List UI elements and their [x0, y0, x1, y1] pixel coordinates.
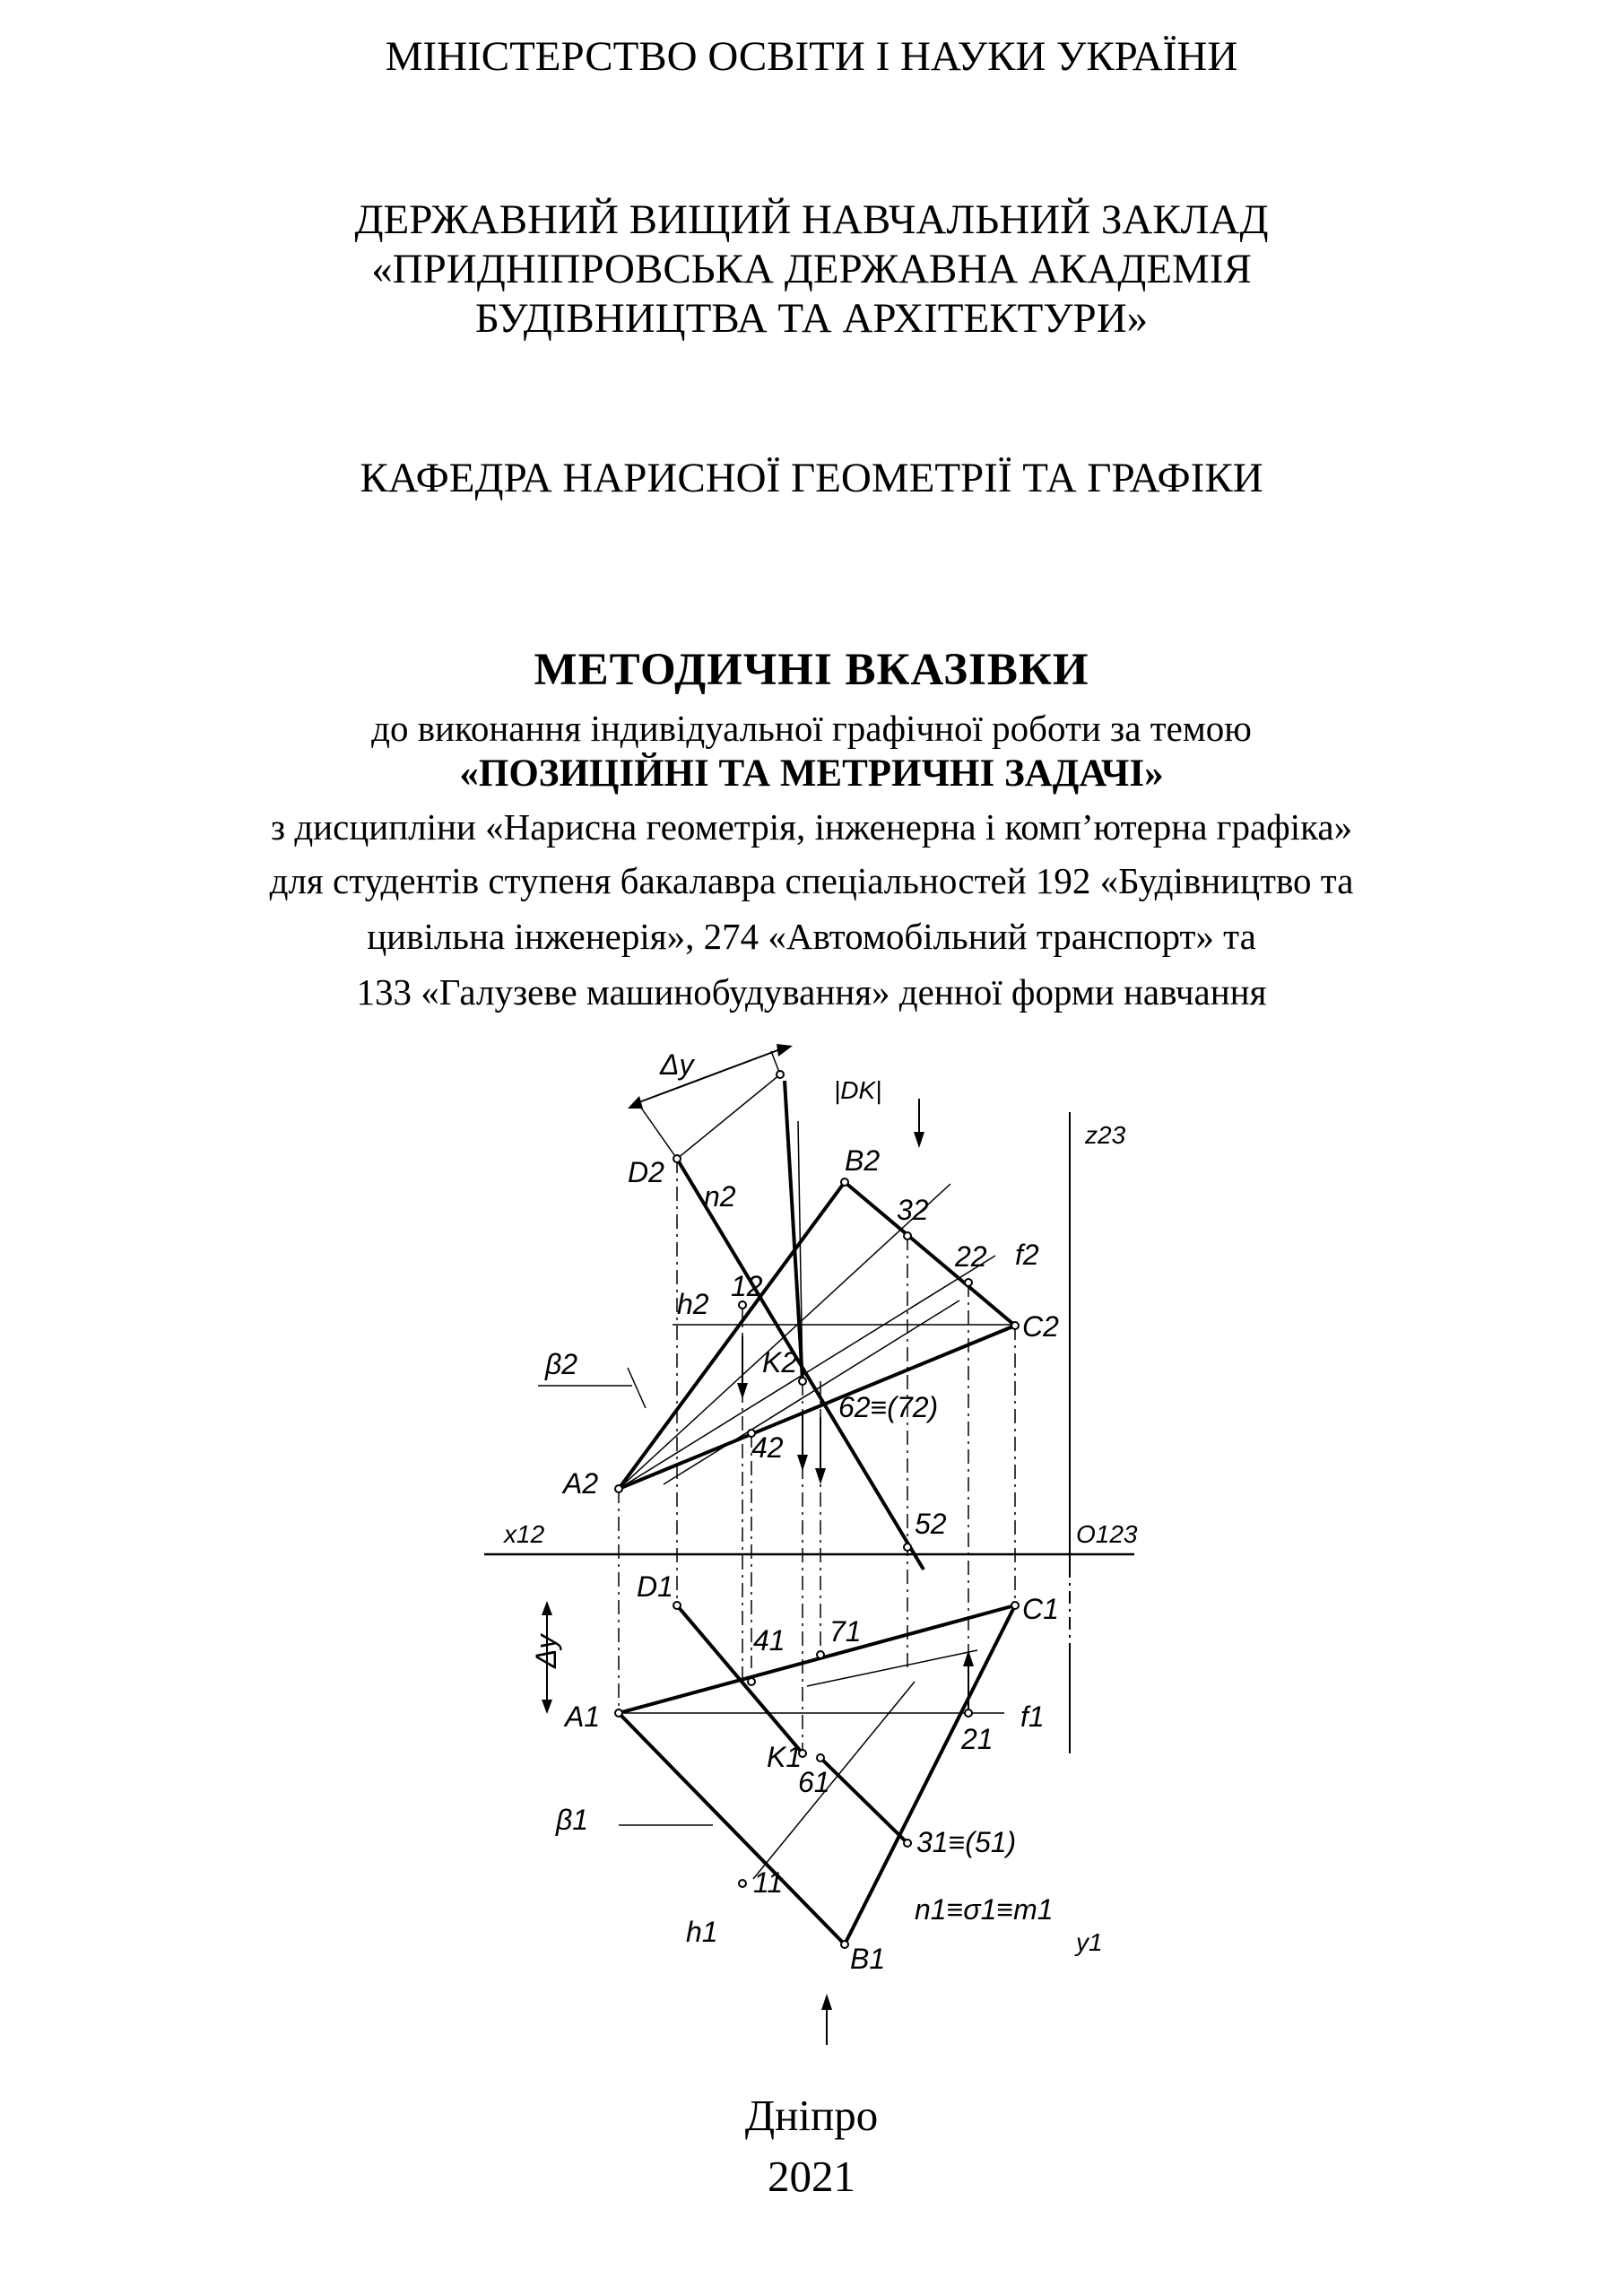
subtitle-line-2: з дисципліни «Нарисна геометрія, інженерна і комп’ютерна графіка» [270, 806, 1353, 848]
label-D1: D1 [637, 1570, 673, 1603]
label-6-1: 61 [798, 1766, 830, 1798]
institution-line-3: БУДІВНИЦТВА ТА АРХІТЕКТУРИ» [474, 295, 1149, 342]
label-B1: B1 [850, 1943, 886, 1975]
label-D2: D2 [628, 1156, 664, 1188]
label-1-2: 12 [731, 1270, 763, 1302]
footer-city: Дніпро [744, 2091, 879, 2140]
label-h2: h2 [677, 1288, 709, 1320]
label-beta2: β2 [545, 1348, 578, 1380]
label-f2: f2 [1015, 1239, 1039, 1271]
label-n1-sigma1-m1: n1≡σ1≡m1 [915, 1893, 1054, 1926]
document-title: МЕТОДИЧНІ ВКАЗІВКИ [534, 645, 1089, 695]
label-C2: C2 [1022, 1310, 1059, 1343]
label-beta1: β1 [556, 1804, 589, 1836]
label-5-2: 52 [915, 1508, 947, 1540]
label-delta-y-top: Δy [660, 1048, 694, 1081]
label-A1: A1 [565, 1700, 601, 1733]
subtitle-line-3: для студентів ступеня бакалавра спеціальностей 192 «Будівництво та [269, 860, 1354, 901]
label-6-2: 62≡(72) [838, 1391, 939, 1423]
ministry-name: МІНІСТЕРСТВО ОСВІТИ І НАУКИ УКРАЇНИ [385, 33, 1238, 80]
label-O123: O123 [1076, 1520, 1138, 1548]
label-K1: K1 [767, 1741, 803, 1773]
label-4-2: 42 [751, 1431, 784, 1464]
label-2-2: 22 [955, 1240, 987, 1273]
label-dk: |DK| [834, 1076, 882, 1104]
label-h1: h1 [686, 1916, 718, 1948]
institution-line-2: «ПРИДНІПРОВСЬКА ДЕРЖАВНА АКАДЕМІЯ [371, 246, 1252, 292]
label-B2: B2 [845, 1144, 881, 1177]
subtitle-line-4: цивільна інженерія», 274 «Автомобільний транспорт» та [367, 916, 1256, 957]
label-z23: z23 [1085, 1121, 1126, 1149]
label-C1: C1 [1022, 1593, 1059, 1625]
label-f1: f1 [1020, 1700, 1045, 1733]
label-A2: A2 [563, 1467, 599, 1500]
label-2-1: 21 [961, 1723, 994, 1755]
department-name: КАФЕДРА НАРИСНОЇ ГЕОМЕТРІЇ ТА ГРАФІКИ [360, 455, 1263, 501]
institution-line-1: ДЕРЖАВНИЙ ВИЩИЙ НАВЧАЛЬНИЙ ЗАКЛАД [354, 196, 1269, 243]
label-n2: n2 [704, 1180, 736, 1213]
label-4-1: 41 [753, 1624, 785, 1657]
label-delta-y-left: Δy [530, 1634, 562, 1668]
label-3-2: 32 [897, 1194, 929, 1226]
label-y1: y1 [1076, 1928, 1103, 1956]
object-lines [619, 1081, 1015, 1944]
topic-title: «ПОЗИЦІЙНІ ТА МЕТРИЧНІ ЗАДАЧІ» [459, 752, 1164, 795]
label-7-1: 71 [829, 1615, 862, 1648]
label-1-1: 11 [753, 1866, 784, 1899]
label-3-1: 31≡(51) [916, 1826, 1017, 1858]
label-K2: K2 [762, 1346, 798, 1378]
subtitle-line-1: до виконання індивідуальної графічної роботи за темою [371, 708, 1252, 749]
points [615, 1071, 1019, 1948]
label-x12: x12 [504, 1520, 545, 1548]
footer-year: 2021 [768, 2152, 855, 2201]
subtitle-line-5: 133 «Галузеве машинобудування» денної форми навчання [356, 971, 1267, 1013]
